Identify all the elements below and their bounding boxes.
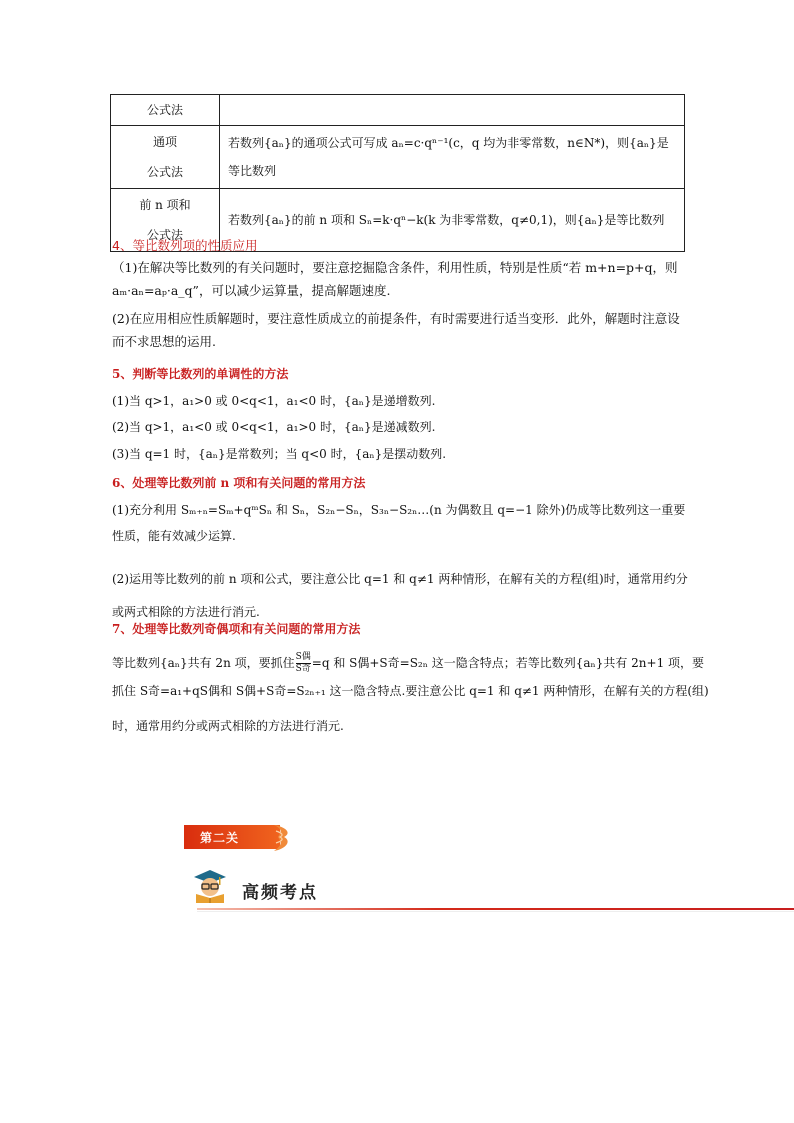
section-5-line1: (1)当 q>1，a₁>0 或 0<q<1，a₁<0 时，{aₙ}是递增数列.: [112, 394, 436, 408]
title-underline-shadow: [197, 911, 794, 912]
row-name: 公式法: [111, 95, 220, 126]
formula-table: [110, 94, 685, 252]
section-6-heading: 6、处理等比数列前 n 项和有关问题的常用方法: [112, 476, 366, 490]
row-name: 通项 公式法: [111, 126, 220, 189]
title-underline: [197, 908, 794, 910]
badge-flourish-icon: [272, 821, 294, 853]
row-desc: 若数列{aₙ}的前 n 项和 Sₙ=k·qⁿ−k(k 为非零常数，q≠0,1)，则{aₙ}是等比数列: [220, 189, 685, 252]
section-6-p1: (1)充分利用 Sₘ₊ₙ=Sₘ+qᵐSₙ 和 Sₙ，S₂ₙ−Sₙ，S₃ₙ−S₂ₙ…(n 为偶数且 q=−1 除外)仍成等比数列这一重要性质，能有效减少运算.: [112, 503, 686, 543]
section-5-line2: (2)当 q>1，a₁<0 或 0<q<1，a₁>0 时，{aₙ}是递减数列.: [112, 420, 436, 434]
fraction-numerator: S偶: [295, 652, 311, 662]
row-desc: 若数列{aₙ}的通项公式可写成 aₙ=c·qⁿ⁻¹(c，q 均为非零常数，n∈N*)，则{aₙ}是等比数列: [220, 126, 685, 189]
row-desc: [220, 95, 685, 126]
section-7-heading: 7、处理等比数列奇偶项和有关问题的常用方法: [112, 622, 361, 636]
table-row: [111, 126, 685, 189]
section-7-p1a: 等比数列{aₙ}共有 2n 项，要抓住: [112, 656, 295, 670]
section-5-line3: (3)当 q=1 时，{aₙ}是常数列；当 q<0 时，{aₙ}是摆动数列.: [112, 447, 447, 461]
section-4-p1: （1)在解决等比数列的有关问题时，要注意挖掘隐含条件，利用性质，特别是性质“若 m+n=p+q，则 aₘ·aₙ=aₚ·a_q”，可以减少运算量，提高解题速度.: [112, 260, 678, 298]
section-7-p1b: =q 和 S偶+S奇=S₂ₙ 这一隐含特点；若等比数列{aₙ}共有 2n+1 项，要: [311, 656, 705, 670]
part-title: 高频考点: [242, 883, 318, 903]
section-5-heading: 5、判断等比数列的单调性的方法: [112, 367, 289, 381]
section-7-p1: [112, 650, 704, 676]
fraction-denominator: S奇: [295, 664, 311, 674]
section-4-heading: 4、等比数列项的性质应用: [112, 238, 258, 253]
section-4-p2: (2)在应用相应性质解题时，要注意性质成立的前提条件，有时需要进行适当变形．此外，解题时注意设而不求思想的运用.: [112, 311, 680, 349]
section-7-p2: 抓住 S奇=a₁+qS偶和 S偶+S奇=S₂ₙ₊₁ 这一隐含特点.要注意公比 q=1 和 q≠1 两种情形，在解有关的方程(组): [112, 684, 709, 698]
section-7-p3: 时，通常用约分或两式相除的方法进行消元.: [112, 719, 344, 733]
section-6-p2: (2)运用等比数列的前 n 项和公式，要注意公比 q=1 和 q≠1 两种情形，在解有关的方程(组)时，通常用约分或两式相除的方法进行消元.: [112, 572, 688, 619]
row-name: 前 n 项和 公式法: [111, 189, 220, 252]
table-row: [111, 95, 685, 126]
part-badge: [184, 821, 294, 851]
graduate-book-icon: [193, 868, 227, 904]
badge-label: 第二关: [200, 831, 240, 845]
fraction: [296, 652, 311, 675]
